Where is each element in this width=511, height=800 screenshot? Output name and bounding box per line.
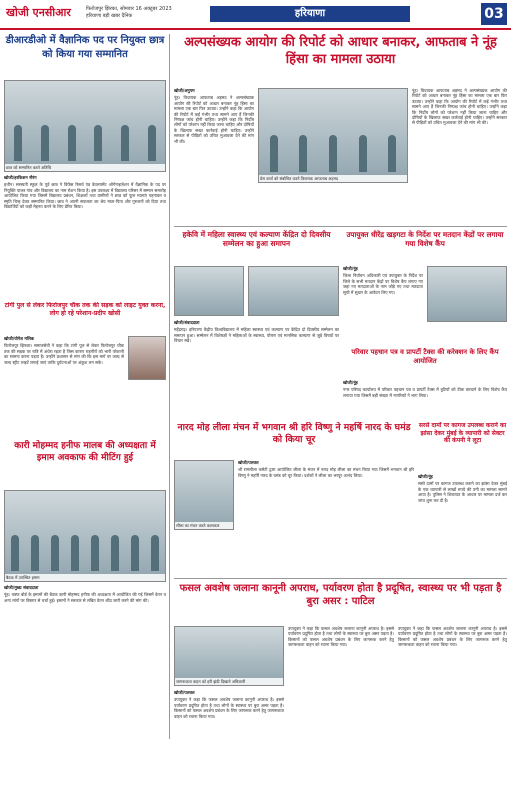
story10-text-cont: उपायुक्त ने कहा कि फसल अवशेष जलाना कानूनी अपराध है। इससे पर्यावरण प्रदूषित होता है तथा लोगों के स्वास्थ्य पर बुरा असर पड़ता है। किसानों को फसल अवशेष प्रबंधन के लिए जागरूक करने हेतु जागरूकता वाहन को रवाना किया गया। bbox=[288, 626, 394, 648]
story2-byline: खोजी/योगेश मलिक bbox=[4, 336, 35, 341]
story3-headline: कारी मोहम्मद हनीफ मालब की अध्यक्षता में इमाम अवकाफ की मीटिंग हुई bbox=[14, 441, 156, 463]
story1-headline: डीआरडीओ में वैज्ञानिक पद पर नियुक्त छात्र को किया गया सम्मानित bbox=[5, 35, 165, 60]
story4-text-cont: नूंह। विधायक आफताब अहमद ने अल्पसंख्यक आयोग की रिपोर्ट को आधार बनाकर नूंह हिंसा का मामला एक बार फिर उठाया। उन्होंने कहा कि आयोग की रिपोर्ट में कई गंभीर तथ्य सामने आए हैं जिनकी निष्पक्ष जांच होनी चाहिए। उन्होंने कहा कि निर्दोष लोगों को परेशान नहीं किया जाना चाहिए और दोषियों के खिलाफ सख्त कार्रवाई होनी चाहिए। उन्होंने सरकार से पीड़ितों को उचित मुआवजा देने की मांग भी की। bbox=[412, 88, 507, 126]
story10-text: उपायुक्त ने कहा कि फसल अवशेष जलाना कानूनी अपराध है। इससे पर्यावरण प्रदूषित होता है तथा लोगों के स्वास्थ्य पर बुरा असर पड़ता है। किसानों को फसल अवशेष प्रबंधन के लिए जागरूक करने हेतु जागरूकता वाहन को रवाना किया गया। bbox=[174, 697, 284, 719]
story9-text: श्री रामलीला कमेटी द्वारा आयोजित लीला के मंचन में नारद मोह लीला का मंचन किया गया जिसमें भगवान श्री हरि विष्णु ने महर्षि नारद के घमंड को चूर किया। दर्शकों ने लीला का भरपूर आनंद लिया। bbox=[238, 467, 414, 478]
story8-byline: खोजी/नूंह bbox=[418, 474, 433, 479]
story3-body bbox=[4, 585, 166, 735]
story1-caption: छात्र को सम्मानित करते अतिथि bbox=[5, 164, 165, 171]
story5-headline: हकेवि में महिला स्वास्थ्य एवं कल्याण केंद्रित दो दिवसीय सम्मेलन का हुआ समापन bbox=[182, 230, 331, 249]
story7-text: नगर परिषद कार्यालय में परिवार पहचान पत्र व प्रापर्टी टैक्स में त्रुटियों को ठीक करवाने के लिए विशेष कैंप लगाया गया जिसमें बड़ी संख्या में नागरिकों ने भाग लिया। bbox=[343, 387, 507, 398]
dateline-text: फिरोजपुर झिरका, सोमवार 16 अक्टूबर 2023 bbox=[86, 6, 172, 12]
story5-photo-1 bbox=[174, 266, 244, 316]
story10-headline: फसल अवशेष जलाना कानूनी अपराध, पर्यावरण होता है प्रदूषित, स्वास्थ्य पर भी पड़ता है बुरा असर : पाटिल bbox=[179, 583, 502, 607]
story5-photo-2 bbox=[248, 266, 339, 316]
story4-body-left bbox=[174, 88, 254, 223]
story9-body bbox=[238, 460, 414, 575]
story10-body-right bbox=[398, 626, 507, 794]
story8-text: सस्ते दामों पर कागज उपलब्ध कराने का झांसा देकर मुंबई के एक व्यापारी से लाखों रुपये की ठगी का मामला सामने आया है। पुलिस ने शिकायत के आधार पर मामला दर्ज कर जांच शुरू कर दी है। bbox=[418, 481, 507, 503]
story3-byline: खोजी/मुख्य संवाददाता bbox=[4, 585, 39, 590]
story1-photo bbox=[4, 80, 166, 172]
story6-byline: खोजी/नूंह bbox=[343, 266, 358, 271]
story4-caption: प्रेस वार्ता को संबोधित करते विधायक आफताब अहमद bbox=[259, 175, 407, 182]
story4-photo bbox=[258, 88, 408, 183]
newspaper-logo: खोजी एनसीआर bbox=[6, 6, 71, 19]
story5-text: महेंद्रगढ़। हरियाणा केंद्रीय विश्वविद्यालय में महिला स्वास्थ्य एवं कल्याण पर केंद्रित दो दिवसीय सम्मेलन का समापन हुआ। सम्मेलन में विशेषज्ञों ने महिलाओं के स्वास्थ्य, पोषण एवं मानसिक कल्याण से जुड़े विषयों पर विचार रखे। bbox=[174, 327, 339, 344]
story8-body bbox=[418, 474, 507, 574]
story10-body-mid bbox=[288, 626, 394, 794]
story2-body bbox=[4, 336, 124, 436]
story5-body bbox=[174, 320, 339, 420]
story10-text-cont2: उपायुक्त ने कहा कि फसल अवशेष जलाना कानूनी अपराध है। इससे पर्यावरण प्रदूषित होता है तथा लोगों के स्वास्थ्य पर बुरा असर पड़ता है। किसानों को फसल अवशेष प्रबंधन के लिए जागरूक करने हेतु जागरूकता वाहन को रवाना किया गया। bbox=[398, 626, 507, 648]
story7-body bbox=[343, 380, 507, 420]
story4-headline: अल्पसंख्यक आयोग की रिपोर्ट को आधार बनाकर, आफताब ने नूंह हिंसा का मामला उठाया bbox=[184, 35, 497, 67]
story3-text: नूंह। वक्फ बोर्ड के इमामों की बैठक कारी मोहम्मद हनीफ की अध्यक्षता में आयोजित की गई जिसमें वेतन व अन्य मांगों पर विस्तार से चर्चा हुई। इमामों ने सरकार से लंबित वेतन शीघ्र जारी करने की मांग की। bbox=[4, 592, 166, 603]
dateline bbox=[86, 6, 206, 20]
story9-headline: नारद मोह लीला मंचन में भगवान श्री हरि विष्णु ने महर्षि नारद के घमंड को किया चूर bbox=[177, 422, 411, 445]
story4-byline: खोजी/अनुपम bbox=[174, 88, 195, 93]
story3-photo bbox=[4, 490, 166, 582]
section-divider bbox=[174, 226, 507, 227]
story9-byline: खोजी/पलवल bbox=[238, 460, 259, 465]
story2-headline: टांगी पुल से लेकर फिरोजपुर चौक तक की सड़क को लाइट युक्त करना, लोग हो रहे परेशान-प्रदीप खोसी bbox=[4, 302, 166, 317]
story2-portrait bbox=[128, 336, 166, 380]
story6-headline: उपायुक्त धीरेंद्र खड़गटा के निर्देश पर मतदान केंद्रों पर लगाया गया विशेष कैंप bbox=[346, 230, 504, 249]
story2-text: फिरोजपुर झिरका। समाजसेवी ने कहा कि टांगी पुल से लेकर फिरोजपुर चौक तक की सड़क पर रात्रि में अंधेरा रहता है जिस कारण राहगीरों को भारी परेशानी का सामना करना पड़ता है। उन्होंने प्रशासन से मांग की कि इस मार्ग पर जल्द से जल्द स्ट्रीट लाइटें लगाई जाएं ताकि दुर्घटनाओं पर अंकुश लग सके। bbox=[4, 343, 124, 365]
story5-byline: खोजी/संवाददाता bbox=[174, 320, 200, 325]
story9-photo bbox=[174, 460, 234, 530]
page-number: 03 bbox=[481, 3, 507, 25]
story6-body bbox=[343, 266, 423, 346]
story4-text: नूंह। विधायक आफताब अहमद ने अल्पसंख्यक आयोग की रिपोर्ट को आधार बनाकर नूंह हिंसा का मामला एक बार फिर उठाया। उन्होंने कहा कि आयोग की रिपोर्ट में कई गंभीर तथ्य सामने आए हैं जिनकी निष्पक्ष जांच होनी चाहिए। उन्होंने कहा कि निर्दोष लोगों को परेशान नहीं किया जाना चाहिए और दोषियों के खिलाफ सख्त कार्रवाई होनी चाहिए। उन्होंने सरकार से पीड़ितों को उचित मुआवजा देने की मांग भी की। bbox=[174, 95, 254, 144]
story4-body-right bbox=[412, 88, 507, 223]
story10-photo bbox=[174, 626, 284, 686]
story8-headline: सरसे दामों पर कागज उपलब्ध कराने का झांसा देकर मुंबई के व्यापारी को सेक्टर की कंपनी ने लूटा bbox=[418, 422, 507, 445]
story7-headline: परिवार पहचान पत्र व प्रापर्टी टैक्स की करेक्शन के लिए कैंप आयोजित bbox=[351, 348, 499, 365]
story10-body-left bbox=[174, 690, 284, 795]
story1-body bbox=[4, 175, 166, 300]
story1-byline: खोजी/हरकिशन नौरंग bbox=[4, 175, 37, 180]
section-divider-2 bbox=[174, 578, 507, 579]
story6-photo bbox=[427, 266, 507, 322]
story6-text: जिला निर्वाचन अधिकारी एवं उपायुक्त के निर्देश पर जिले के सभी मतदान केंद्रों पर विशेष कैंप लगाए गए जहां नए मतदाताओं के नाम जोड़े गए तथा मतदाता सूची में सुधार के आवेदन लिए गए। bbox=[343, 273, 423, 295]
story9-caption: लीला का मंचन करते कलाकार bbox=[175, 522, 233, 529]
story7-byline: खोजी/नूंह bbox=[343, 380, 358, 385]
story10-byline: खोजी/पलवल bbox=[174, 690, 195, 695]
section-banner: हरियाणा bbox=[210, 6, 410, 22]
dateline-sub: हरियाणा बड़ी खबर दैनिक bbox=[86, 13, 133, 19]
masthead bbox=[0, 0, 511, 30]
story3-caption: बैठक में उपस्थित इमाम bbox=[5, 574, 165, 581]
column-divider bbox=[169, 34, 170, 739]
story10-caption: जागरूकता वाहन को हरी झंडी दिखाते अधिकारी bbox=[175, 678, 283, 685]
story1-text: हथीन। सरस्वती स्कूल के पूर्व छात्र ने डिफेंस रिसर्च एंड डेवलपमेंट ऑर्गनाइजेशन में वैज्ञानिक के पद पर नियुक्ति पाकर गांव और विद्यालय का नाम रोशन किया है। इस उपलक्ष्य में विद्यालय परिसर में सम्मान समारोह आयोजित किया गया जिसमें विद्यालय प्रबंधन, शिक्षकों तथा ग्रामीणों ने छात्र को फूल मालाएं पहनाकर व स्मृति चिन्ह देकर सम्मानित किया। छात्र ने अपनी सफलता का श्रेय माता-पिता और गुरुजनों को दिया तथा विद्यार्थियों को कड़ी मेहनत करने के लिए प्रेरित किया। bbox=[4, 182, 166, 210]
